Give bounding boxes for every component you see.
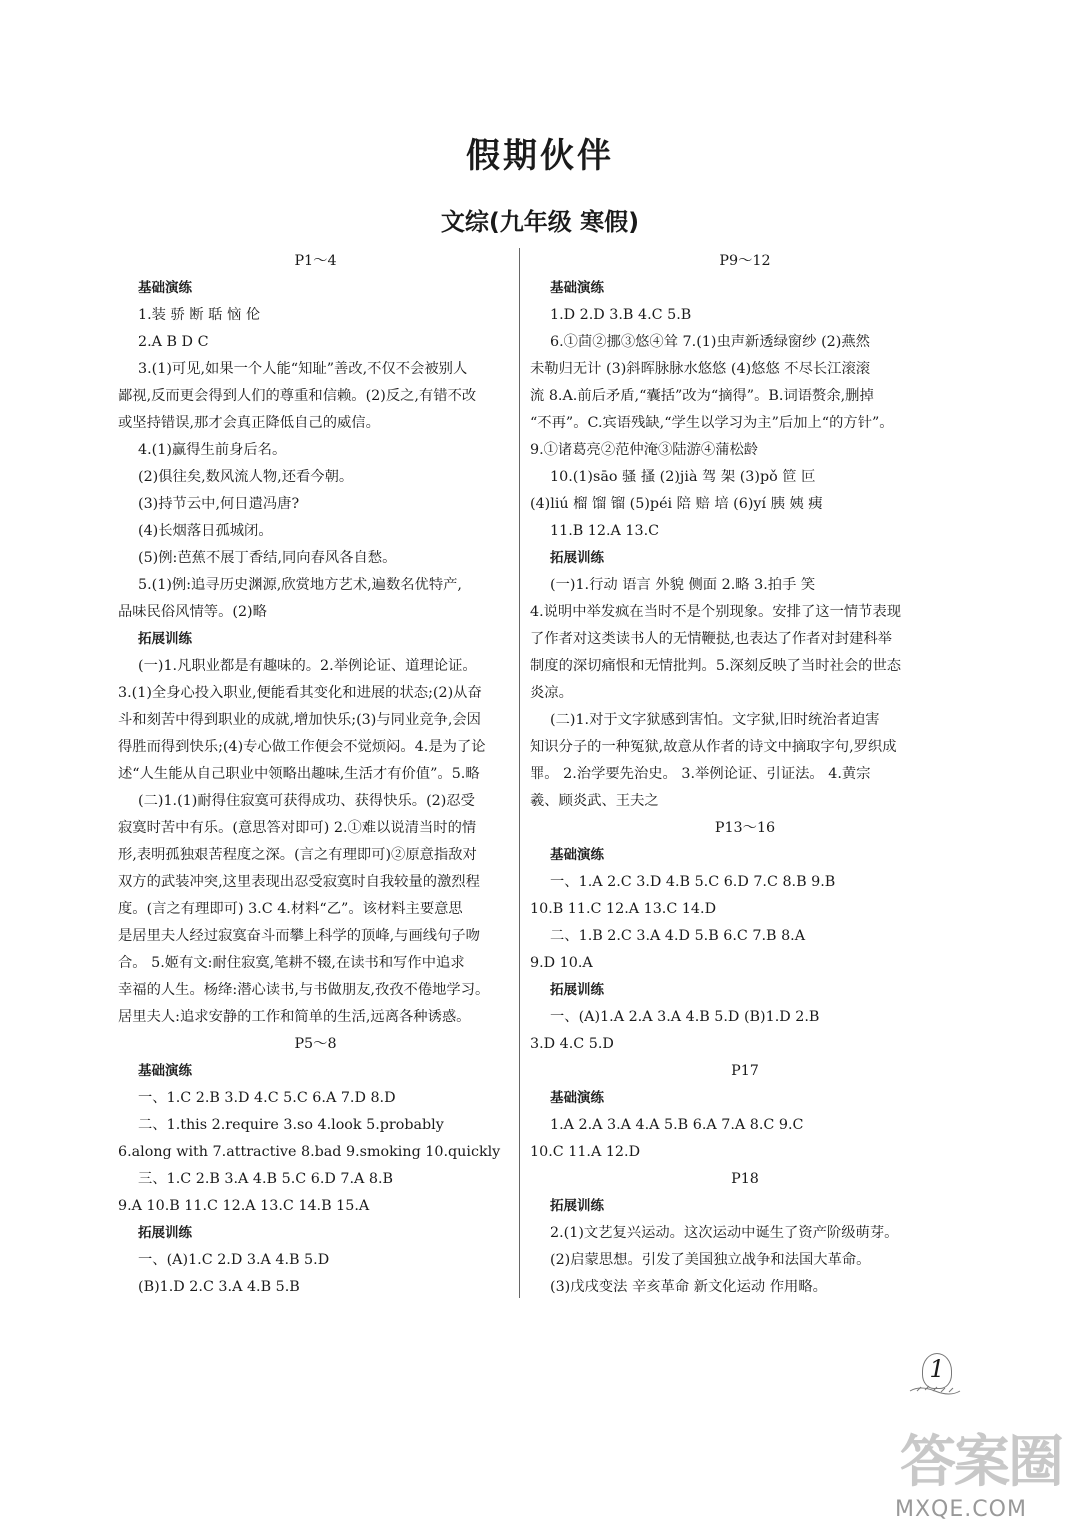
answer-line: 炎凉。	[530, 685, 573, 701]
answer-line: 居里夫人:追求安静的工作和简单的生活,远离各种诱惑。	[118, 1009, 471, 1025]
section-heading: 基础演练	[550, 280, 604, 296]
answer-line: 三、1.C 2.B 3.A 4.B 5.C 6.D 7.A 8.B	[138, 1171, 394, 1187]
answer-line: 寂寞时苦中有乐。(意思答对即可) 2.①难以说清当时的情	[118, 820, 477, 836]
answer-line: 9.A 10.B 11.C 12.A 13.C 14.B 15.A	[118, 1198, 370, 1214]
page-range-heading: P5～8	[294, 1036, 337, 1052]
answer-line: 1.D 2.D 3.B 4.C 5.B	[550, 307, 692, 323]
answer-line: 3.D 4.C 5.D	[530, 1036, 614, 1052]
answer-line: 品味民俗风情等。(2)略	[118, 604, 267, 620]
section-heading: 拓展训练	[550, 982, 604, 998]
answer-line: 1.A 2.A 3.A 4.A 5.B 6.A 7.A 8.C 9.C	[550, 1117, 804, 1133]
answer-line: 6.along with 7.attractive 8.bad 9.smoking 10.quickly	[118, 1144, 501, 1160]
answer-line: 10.B 11.C 12.A 13.C 14.D	[530, 901, 717, 917]
answer-line: 2.A B D C	[138, 334, 209, 350]
answer-line: 4.(1)赢得生前身后名。	[138, 442, 287, 458]
answer-line: 9.①诸葛亮②范仲淹③陆游④蒲松龄	[530, 442, 759, 458]
answer-line: (4)长烟落日孤城闭。	[138, 523, 273, 539]
answer-line: 鄙视,反而更会得到人们的尊重和信赖。(2)反之,有错不改	[118, 388, 477, 404]
answer-line: 一、(A)1.A 2.A 3.A 4.B 5.D (B)1.D 2.B	[550, 1009, 820, 1025]
page-range-heading: P1～4	[294, 253, 337, 269]
section-heading: 基础演练	[138, 280, 192, 296]
answer-line: (B)1.D 2.C 3.A 4.B 5.B	[138, 1279, 300, 1295]
section-heading: 基础演练	[550, 1090, 604, 1106]
page-number: 1	[918, 1345, 956, 1393]
page-range-heading: P18	[731, 1171, 759, 1187]
answer-line: 合。 5.姬有文:耐住寂寞,笔耕不辍,在读书和写作中追求	[118, 955, 465, 971]
answer-line: (3)持节云中,何日遣冯唐?	[138, 496, 300, 512]
answer-line: 5.(1)例:追寻历史渊源,欣赏地方艺术,遍数名优特产,	[138, 577, 462, 593]
watermark-text: MXQE.COM	[895, 1497, 1027, 1522]
answer-line: 3.(1)全身心投入职业,便能看其变化和进展的状态;(2)从奋	[118, 685, 482, 701]
section-heading: 基础演练	[550, 847, 604, 863]
page-range-heading: P17	[731, 1063, 759, 1079]
answer-line: 二、1.this 2.require 3.so 4.look 5.probably	[138, 1117, 444, 1133]
answer-line: 2.(1)文艺复兴运动。这次运动中诞生了资产阶级萌芽。	[550, 1225, 899, 1241]
answer-line: 11.B 12.A 13.C	[550, 523, 660, 539]
page-range-heading: P13～16	[714, 820, 776, 836]
answer-line: 一、1.A 2.C 3.D 4.B 5.C 6.D 7.C 8.B 9.B	[550, 874, 836, 890]
answer-line: 斗和刻苦中得到职业的成就,增加快乐;(3)与同业竞争,会因	[118, 712, 481, 728]
right-column	[530, 248, 960, 1301]
answer-line: (2)启蒙思想。引发了美国独立战争和法国大革命。	[550, 1252, 871, 1268]
answer-line: 是居里夫人经过寂寞奋斗而攀上科学的顶峰,与画线句子吻	[118, 928, 480, 944]
page-range-heading: P9～12	[719, 253, 771, 269]
answer-line: 二、1.B 2.C 3.A 4.D 5.B 6.C 7.B 8.A	[550, 928, 806, 944]
answer-line: 流 8.A.前后矛盾,“囊括”改为“摘得”。B.词语赘余,删掉	[530, 388, 874, 404]
answer-line: 一、(A)1.C 2.D 3.A 4.B 5.D	[138, 1252, 330, 1268]
answer-line: 知识分子的一种冤狱,故意从作者的诗文中摘取字句,罗织成	[530, 739, 897, 755]
answer-line: 6.①茴②挪③悠④耸 7.(1)虫声新透绿窗纱 (2)燕然	[550, 334, 870, 350]
answer-line: 形,表明孤独艰苦程度之深。(言之有理即可)②原意指敌对	[118, 847, 477, 863]
answer-line: 了作者对这类读书人的无情鞭挞,也表达了作者对封建科举	[530, 631, 892, 647]
left-column	[118, 248, 513, 1301]
page-title: 假期伙伴	[466, 136, 614, 176]
answer-line: 10.(1)sāo 骚 搔 (2)jià 驾 架 (3)pǒ 笸 叵	[550, 469, 816, 485]
answer-line: 幸福的人生。杨绛:潜心读书,与书做朋友,孜孜不倦地学习。	[118, 982, 490, 998]
answer-line: 1.装 骄 断 聒 恼 伦	[138, 307, 261, 323]
answer-line: 制度的深切痛恨和无情批判。5.深刻反映了当时社会的世态	[530, 658, 902, 674]
answer-line: 度。(言之有理即可) 3.C 4.材料“乙”。该材料主要意思	[118, 901, 463, 917]
answer-line: 罪。 2.治学要先治史。 3.举例论证、引证法。 4.黄宗	[530, 766, 871, 782]
section-heading: 拓展训练	[550, 550, 604, 566]
column-divider	[519, 248, 520, 1298]
answer-line: (二)1.(1)耐得住寂寞可获得成功、获得快乐。(2)忍受	[138, 793, 475, 809]
answer-line: (4)liú 榴 馏 镏 (5)péi 陪 赔 培 (6)yí 胰 姨 痍	[530, 496, 823, 512]
answer-line: (2)俱往矣,数风流人物,还看今朝。	[138, 469, 354, 485]
answer-line: 一、1.C 2.B 3.D 4.C 5.C 6.A 7.D 8.D	[138, 1090, 396, 1106]
answer-line: 4.说明中举发疯在当时不是个别现象。安排了这一情节表现	[530, 604, 902, 620]
section-heading: 拓展训练	[138, 1225, 192, 1241]
answer-line: (一)1.凡职业都是有趣味的。2.举例论证、道理论证。	[138, 658, 477, 674]
answer-line: 3.(1)可见,如果一个人能“知耻”善改,不仅不会被别人	[138, 361, 468, 377]
leaf-ornament-icon	[905, 1385, 965, 1397]
section-heading: 拓展训练	[550, 1198, 604, 1214]
answer-line: (一)1.行动 语言 外貌 侧面 2.略 3.拍手 笑	[550, 577, 816, 593]
answer-line: 9.D 10.A	[530, 955, 593, 971]
answer-line: 述“人生能从自己职业中领略出趣味,生活才有价值”。5.略	[118, 766, 480, 782]
answer-line: “不再”。C.宾语残缺,“学生以学习为主”后加上“的方针”。	[530, 415, 894, 431]
answer-line: 10.C 11.A 12.D	[530, 1144, 641, 1160]
watermark-logo: 答案圈	[900, 1430, 1062, 1495]
page-subtitle: 文综(九年级 寒假)	[440, 208, 640, 236]
answer-line: 或坚持错误,那才会真正降低自己的威信。	[118, 415, 380, 431]
section-heading: 基础演练	[138, 1063, 192, 1079]
answer-line: 得胜而得到快乐;(4)专心做工作便会不觉烦闷。4.是为了论	[118, 739, 486, 755]
answer-line: 双方的武装冲突,这里表现出忍受寂寞时自我较量的激烈程	[118, 874, 480, 890]
answer-line: (3)戊戌变法 辛亥革命 新文化运动 作用略。	[550, 1279, 827, 1295]
answer-line: 未勒归无计 (3)斜晖脉脉水悠悠 (4)悠悠 不尽长江滚滚	[530, 361, 871, 377]
answer-line: 羲、顾炎武、王夫之	[530, 793, 659, 809]
answer-line: (二)1.对于文字狱感到害怕。文字狱,旧时统治者迫害	[550, 712, 880, 728]
answer-line: (5)例:芭蕉不展丁香结,同向春风各自愁。	[138, 550, 397, 566]
section-heading: 拓展训练	[138, 631, 192, 647]
